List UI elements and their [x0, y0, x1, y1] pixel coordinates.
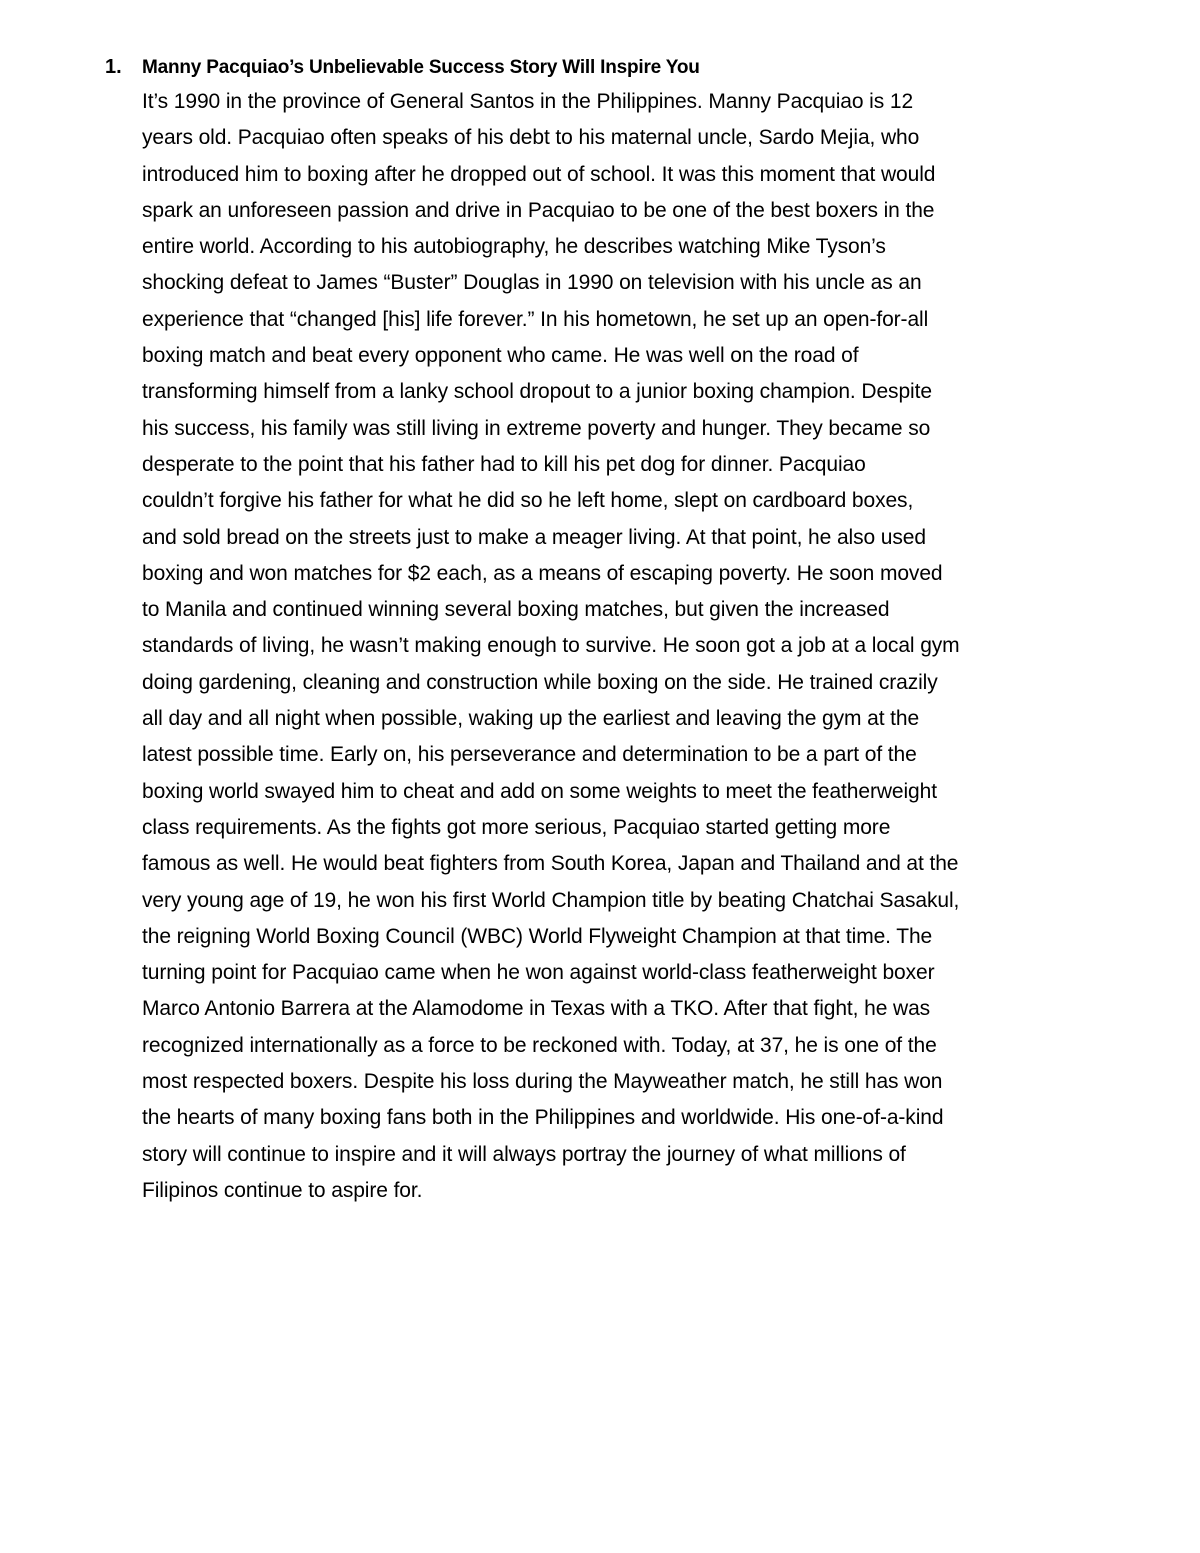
paragraph-line: very young age of 19, he won his first World Champion title by beating Chatchai Sasakul, [142, 888, 960, 912]
paragraph-line: standards of living, he wasn’t making enough to survive. He soon got a job at a local gym [142, 634, 960, 658]
paragraph-line: experience that “changed [his] life forever.” In his hometown, he set up an open-for-all [142, 307, 929, 331]
paragraph-line: turning point for Pacquiao came when he won against world-class featherweight boxer [142, 961, 935, 985]
paragraph-line: recognized internationally as a force to be reckoned with. Today, at 37, he is one of the [142, 1033, 937, 1057]
paragraph-line: spark an unforeseen passion and drive in Pacquiao to be one of the best boxers in the [142, 198, 935, 222]
paragraph-line: shocking defeat to James “Buster” Douglas in 1990 on television with his uncle as an [142, 271, 922, 295]
paragraph-line: to Manila and continued winning several boxing matches, but given the increased [142, 598, 890, 622]
paragraph-line: most respected boxers. Despite his loss during the Mayweather match, he still has won [142, 1070, 943, 1094]
paragraph-line: Filipinos continue to aspire for. [142, 1178, 423, 1202]
paragraph-line: desperate to the point that his father had to kill his pet dog for dinner. Pacquiao [142, 452, 866, 476]
paragraph-line: boxing world swayed him to cheat and add on some weights to meet the featherweight [142, 779, 937, 803]
paragraph-line: and sold bread on the streets just to make a meager living. At that point, he also used [142, 525, 926, 549]
paragraph-line: class requirements. As the fights got more serious, Pacquiao started getting more [142, 815, 891, 839]
item-title: Manny Pacquiao’s Unbelievable Success Story Will Inspire You [142, 57, 700, 78]
paragraph-line: boxing and won matches for $2 each, as a means of escaping poverty. He soon moved [142, 561, 943, 585]
item-heading [105, 56, 1135, 84]
paragraph-line: couldn’t forgive his father for what he did so he left home, slept on cardboard boxes, [142, 489, 914, 513]
paragraph-line: story will continue to inspire and it will always portray the journey of what millions of [142, 1142, 906, 1166]
paragraph-line: latest possible time. Early on, his perseverance and determination to be a part of the [142, 743, 917, 767]
paragraph-line: boxing match and beat every opponent who came. He was well on the road of [142, 344, 859, 368]
paragraph-line: doing gardening, cleaning and construction while boxing on the side. He trained crazily [142, 670, 938, 694]
paragraph-line: It’s 1990 in the province of General Santos in the Philippines. Manny Pacquiao is 12 [142, 90, 914, 113]
paragraph-line: all day and all night when possible, waking up the earliest and leaving the gym at the [142, 707, 920, 731]
paragraph-line: transforming himself from a lanky school dropout to a junior boxing champion. Despite [142, 380, 932, 404]
paragraph-line: famous as well. He would beat fighters from South Korea, Japan and Thailand and at the [142, 852, 959, 876]
paragraph-line: the reigning World Boxing Council (WBC) World Flyweight Champion at that time. The [142, 924, 933, 948]
body-paragraph [105, 84, 1135, 1209]
paragraph-line: the hearts of many boxing fans both in the Philippines and worldwide. His one-of-a-kind [142, 1106, 944, 1130]
paragraph-line: Marco Antonio Barrera at the Alamodome in Texas with a TKO. After that fight, he was [142, 997, 931, 1021]
list-number: 1. [105, 56, 122, 78]
numbered-list-item [105, 56, 1135, 1209]
paragraph-line: his success, his family was still living in extreme poverty and hunger. They became so [142, 416, 931, 440]
paragraph-line: entire world. According to his autobiography, he describes watching Mike Tyson’s [142, 235, 886, 259]
paragraph-line: introduced him to boxing after he dropped out of school. It was this moment that would [142, 162, 936, 186]
paragraph-line: years old. Pacquiao often speaks of his debt to his maternal uncle, Sardo Mejia, who [142, 126, 920, 150]
